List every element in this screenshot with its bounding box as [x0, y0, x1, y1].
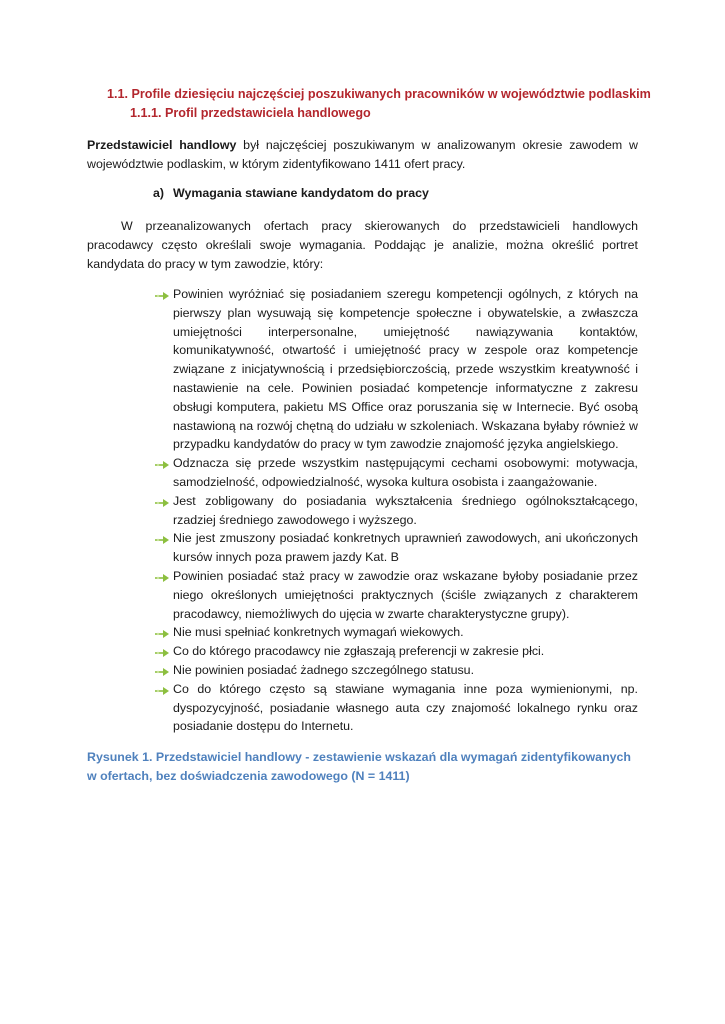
list-item-text: Nie musi spełniać konkretnych wymagań wiekowych. [173, 625, 464, 640]
list-item-text: Odznacza się przede wszystkim następującymi cechami osobowymi: motywacja, samodzielność, odpowiedzialność, wysoka kultura osobista i zaangażowanie. [173, 456, 638, 489]
requirements-heading-text: Wymagania stawiane kandydatom do pracy [173, 186, 429, 200]
list-item [155, 661, 638, 680]
list-item [155, 567, 638, 623]
list-item [155, 680, 638, 736]
list-item [155, 529, 638, 567]
subsection-heading: 1.1.1. Profil przedstawiciela handlowego [130, 106, 371, 120]
green-arrow-bullet-icon [155, 683, 171, 693]
section-heading: 1.1. Profile dziesięciu najczęściej poszukiwanych pracowników w województwie podlaskim [107, 87, 651, 101]
green-arrow-bullet-icon [155, 664, 171, 674]
intro-paragraph [87, 136, 638, 174]
analysis-paragraph: W przeanalizowanych ofertach pracy skierowanych do przedstawicieli handlowych pracodawcy często określali swoje wymagania. Poddając je analizie, można określić portret kandydata do pracy w tym zawodzie, który: [87, 219, 638, 271]
requirements-heading [153, 186, 429, 200]
list-item [155, 623, 638, 642]
list-item-text: Jest zobligowany do posiadania wykształcenia średniego ogólnokształcącego, rzadziej średniego zawodowego i wyższego. [173, 493, 638, 527]
list-item-text: Nie powinien posiadać żadnego szczególnego statusu. [173, 662, 475, 677]
green-arrow-bullet-icon [155, 626, 171, 636]
list-item-text: Nie jest zmuszony posiadać konkretnych uprawnień zawodowych, ani ukończonych kursów innych poza prawem jazdy Kat. B [173, 531, 638, 565]
list-item-text: Powinien posiadać staż pracy w zawodzie oraz wskazane byłoby posiadanie przez niego określonych umiejętności praktycznych (ściśle związanych z charakterem pracodawcy, niemożliwych do ujęcia w zwarte charakterystyczne grupy). [173, 568, 638, 621]
requirements-list [155, 285, 638, 736]
green-arrow-bullet-icon [155, 457, 171, 467]
intro-bold-term: Przedstawiciel handlowy [87, 138, 237, 152]
requirements-heading-letter: a) [153, 186, 165, 200]
list-item-text: Powinien wyróżniać się posiadaniem szeregu kompetencji ogólnych, z których na pierwszy plan wysuwają się kompetencje społeczne i obywatelskie, a zwłaszcza umiejętności interpersonalne, umiejętność nawiązywania kontaktów, komunikatywność, otwartość i umiejętność pracy w zespole oraz kompetencje związane z inicjatywnością i przedsiębiorczością, przede wszystkim kreatywność i nastawienie na cele. Powinien posiadać kompetencje informatyczne z zakresu obsługi komputera, pakietu MS Office oraz poruszania się w Internecie. Być osobą nastawioną na rozwój chętną do udziału w szkoleniach. Wskazana byłaby również w przypadku kandydatów do pracy w tym zawodzie znajomość języka angielskiego. [173, 287, 638, 452]
list-item [155, 492, 638, 530]
green-arrow-bullet-icon [155, 532, 171, 542]
list-item-text: Co do którego często są stawiane wymagania inne poza wymienionymi, np. dyspozycyjność, posiadanie własnego auta czy znajomość lokalnego rynku oraz posiadanie dostępu do Internetu. [173, 681, 638, 734]
figure-caption: Rysunek 1. Przedstawiciel handlowy - zestawienie wskazań dla wymagań zidentyfikowanych w ofertach, bez doświadczenia zawodowego (N = 1411) [87, 750, 631, 783]
green-arrow-bullet-icon [155, 570, 171, 580]
list-item [155, 642, 638, 661]
green-arrow-bullet-icon [155, 288, 171, 298]
list-item-text: Co do którego pracodawcy nie zgłaszają preferencji w zakresie płci. [173, 644, 545, 659]
list-item [155, 285, 638, 454]
green-arrow-bullet-icon [155, 645, 171, 655]
list-item [155, 454, 638, 492]
green-arrow-bullet-icon [155, 495, 171, 505]
intro-text: był najczęściej poszukiwanym w analizowanym okresie zawodem w województwie podlaskim, w którym zidentyfikowano 1411 ofert pracy. [87, 138, 638, 171]
